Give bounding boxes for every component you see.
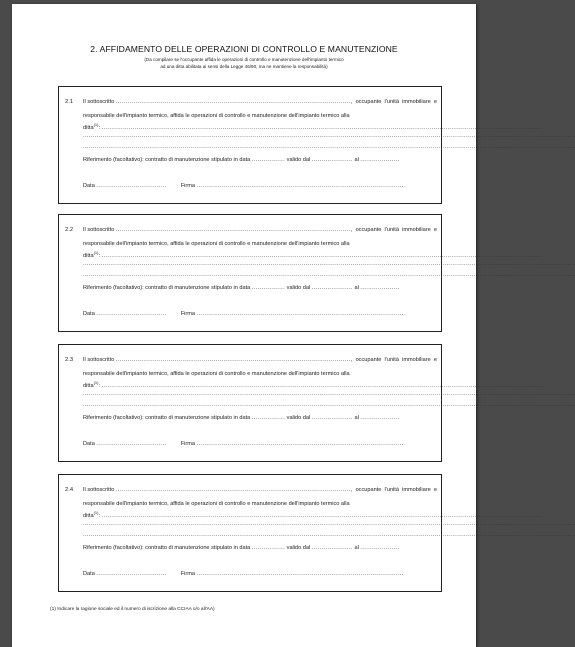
- section-number: 2.2: [65, 227, 74, 233]
- ditta-field-line-2[interactable]: ............................................................................................................................................................................................................................................................: [83, 261, 575, 267]
- ditta-line: ditta$^{(1)}$: ..................................................................................................................................................................................................................................: [83, 250, 544, 259]
- sottoscritto-label: Il sottoscritto: [83, 357, 115, 363]
- footnote-ref: (1): [93, 380, 99, 385]
- responsabile-line: responsabile dell'impianto termico, affida le operazioni di controllo e manutenzione dell'impianto termico alla: [83, 113, 350, 119]
- responsabile-line: responsabile dell'impianto termico, affida le operazioni di controllo e manutenzione dell'impianto termico alla: [83, 371, 350, 377]
- valido-dal-label: valido dal: [286, 285, 311, 291]
- data-firma-line: [83, 311, 437, 317]
- ditta-field[interactable]: ..................................................................................................................................................................................................................................: [101, 252, 544, 259]
- date-field[interactable]: ....................................: [96, 311, 167, 317]
- data-label: Data: [83, 571, 95, 577]
- sottoscritto-field[interactable]: ........................................................................................................................,: [115, 357, 353, 363]
- firma-label: Firma: [180, 571, 196, 577]
- unita-label: l'unità: [384, 227, 399, 233]
- sottoscritto-line: [83, 357, 437, 363]
- contract-date-field[interactable]: .................: [251, 157, 286, 163]
- al-label: al: [354, 157, 359, 163]
- form-section-2-1: [58, 86, 575, 204]
- page-title: 2. AFFIDAMENTO DELLE OPERAZIONI DI CONTROLLO E MANUTENZIONE: [90, 44, 398, 54]
- ditta-label: ditta: [83, 512, 94, 519]
- date-field[interactable]: ....................................: [96, 571, 167, 577]
- signature-field[interactable]: ..........................................................................................................: [196, 311, 404, 317]
- section-number: 2.4: [65, 487, 74, 493]
- firma-label: Firma: [180, 441, 196, 447]
- contract-date-field[interactable]: .................: [251, 285, 286, 291]
- signature-field[interactable]: ..........................................................................................................: [196, 571, 404, 577]
- sottoscritto-label: Il sottoscritto: [83, 487, 115, 493]
- footnote: (1) Indicare la ragione sociale ed il numero di iscrizione alla CCIAA o/o all'AA): [50, 607, 215, 612]
- immobiliare-label: immobiliare: [402, 227, 431, 233]
- unita-label: l'unità: [384, 487, 399, 493]
- responsabile-line: responsabile dell'impianto termico, affida le operazioni di controllo e manutenzione dell'impianto termico alla: [83, 241, 350, 247]
- riferimento-label: Riferimento (facoltativo): contratto di manutenzione stipulato in data: [83, 285, 251, 291]
- immobiliare-label: immobiliare: [402, 357, 431, 363]
- responsabile-line: responsabile dell'impianto termico, affida le operazioni di controllo e manutenzione dell'impianto termico alla: [83, 501, 350, 507]
- occupante-label: occupante: [355, 487, 382, 493]
- riferimento-label: Riferimento (facoltativo): contratto di manutenzione stipulato in data: [83, 157, 251, 163]
- form-section-2-3: [58, 344, 575, 462]
- al-label: al: [354, 285, 359, 291]
- e-label: e: [433, 99, 437, 105]
- immobiliare-label: immobiliare: [402, 487, 431, 493]
- sottoscritto-label: Il sottoscritto: [83, 227, 115, 233]
- footnote-ref: (1): [93, 510, 99, 515]
- signature-field[interactable]: ..........................................................................................................: [196, 183, 404, 189]
- al-label: al: [354, 545, 359, 551]
- ditta-field-line-2[interactable]: ............................................................................................................................................................................................................................................................: [83, 133, 575, 139]
- ditta-line: ditta$^{(1)}$: ..................................................................................................................................................................................................................................: [83, 122, 544, 131]
- ditta-line: ditta$^{(1)}$: ..................................................................................................................................................................................................................................: [83, 510, 544, 519]
- date-field[interactable]: ....................................: [96, 441, 167, 447]
- riferimento-label: Riferimento (facoltativo): contratto di manutenzione stipulato in data: [83, 545, 251, 551]
- firma-label: Firma: [180, 183, 196, 189]
- immobiliare-label: immobiliare: [402, 99, 431, 105]
- valid-to-field[interactable]: ....................: [360, 157, 400, 163]
- e-label: e: [433, 487, 437, 493]
- footnote-ref: (1): [93, 250, 99, 255]
- data-label: Data: [83, 183, 95, 189]
- footnote-ref: (1): [93, 122, 99, 127]
- data-label: Data: [83, 441, 95, 447]
- data-label: Data: [83, 311, 95, 317]
- riferimento-line: [83, 415, 437, 421]
- data-firma-line: [83, 571, 437, 577]
- occupante-label: occupante: [355, 357, 382, 363]
- valido-dal-label: valido dal: [286, 415, 311, 421]
- section-number: 2.1: [65, 99, 74, 105]
- ditta-label: ditta: [83, 252, 94, 259]
- valid-from-field[interactable]: .....................: [311, 285, 353, 291]
- riferimento-line: [83, 157, 437, 163]
- valid-from-field[interactable]: .....................: [311, 545, 353, 551]
- e-label: e: [433, 227, 437, 233]
- data-firma-line: [83, 183, 437, 189]
- ditta-field-line-2[interactable]: ............................................................................................................................................................................................................................................................: [83, 521, 575, 527]
- ditta-field-line-3[interactable]: ............................................................................................................................................................................................................................................................: [83, 402, 575, 408]
- ditta-field-line-3[interactable]: ............................................................................................................................................................................................................................................................: [83, 532, 575, 538]
- sottoscritto-line: [83, 99, 437, 105]
- ditta-field[interactable]: ..................................................................................................................................................................................................................................: [101, 124, 544, 131]
- ditta-line: ditta$^{(1)}$: ..................................................................................................................................................................................................................................: [83, 380, 544, 389]
- riferimento-line: [83, 285, 437, 291]
- page-subtitle-line-1: (Da compilare se l'occupante affida le operazioni di controllo e manutenzione dell'impianto termico: [144, 57, 344, 62]
- ditta-label: ditta: [83, 124, 94, 131]
- valid-to-field[interactable]: ....................: [360, 285, 400, 291]
- contract-date-field[interactable]: .................: [251, 415, 286, 421]
- document-page: [12, 4, 575, 647]
- unita-label: l'unità: [384, 99, 399, 105]
- valid-from-field[interactable]: .....................: [311, 157, 353, 163]
- ditta-field[interactable]: ..................................................................................................................................................................................................................................: [101, 512, 544, 519]
- valid-from-field[interactable]: .....................: [311, 415, 353, 421]
- ditta-label: ditta: [83, 382, 94, 389]
- sottoscritto-field[interactable]: ........................................................................................................................,: [115, 227, 353, 233]
- al-label: al: [354, 415, 359, 421]
- valido-dal-label: valido dal: [286, 545, 311, 551]
- valid-to-field[interactable]: ....................: [360, 545, 400, 551]
- unita-label: l'unità: [384, 357, 399, 363]
- riferimento-label: Riferimento (facoltativo): contratto di manutenzione stipulato in data: [83, 415, 251, 421]
- riferimento-line: [83, 545, 437, 551]
- sottoscritto-label: Il sottoscritto: [83, 99, 115, 105]
- form-section-2-4: [58, 474, 575, 592]
- ditta-field-line-3[interactable]: ............................................................................................................................................................................................................................................................: [83, 272, 575, 278]
- occupante-label: occupante: [355, 99, 382, 105]
- signature-field[interactable]: ..........................................................................................................: [196, 441, 404, 447]
- ditta-field-line-3[interactable]: ............................................................................................................................................................................................................................................................: [83, 144, 575, 150]
- ditta-field[interactable]: ..................................................................................................................................................................................................................................: [101, 382, 544, 389]
- ditta-field-line-2[interactable]: ............................................................................................................................................................................................................................................................: [83, 391, 575, 397]
- sottoscritto-field[interactable]: ........................................................................................................................,: [115, 487, 353, 493]
- form-section-2-2: [58, 214, 575, 332]
- valido-dal-label: valido dal: [286, 157, 311, 163]
- date-field[interactable]: ....................................: [96, 183, 167, 189]
- sottoscritto-field[interactable]: ........................................................................................................................,: [115, 99, 353, 105]
- contract-date-field[interactable]: .................: [251, 545, 286, 551]
- e-label: e: [433, 357, 437, 363]
- section-number: 2.3: [65, 357, 74, 363]
- occupante-label: occupante: [355, 227, 382, 233]
- sottoscritto-line: [83, 487, 437, 493]
- firma-label: Firma: [180, 311, 196, 317]
- data-firma-line: [83, 441, 437, 447]
- sottoscritto-line: [83, 227, 437, 233]
- valid-to-field[interactable]: ....................: [360, 415, 400, 421]
- page-subtitle-line-2: ad una ditta abilitata ai sensi della Legge 46/90, ma ne mantiene la responsabilità): [160, 64, 328, 69]
